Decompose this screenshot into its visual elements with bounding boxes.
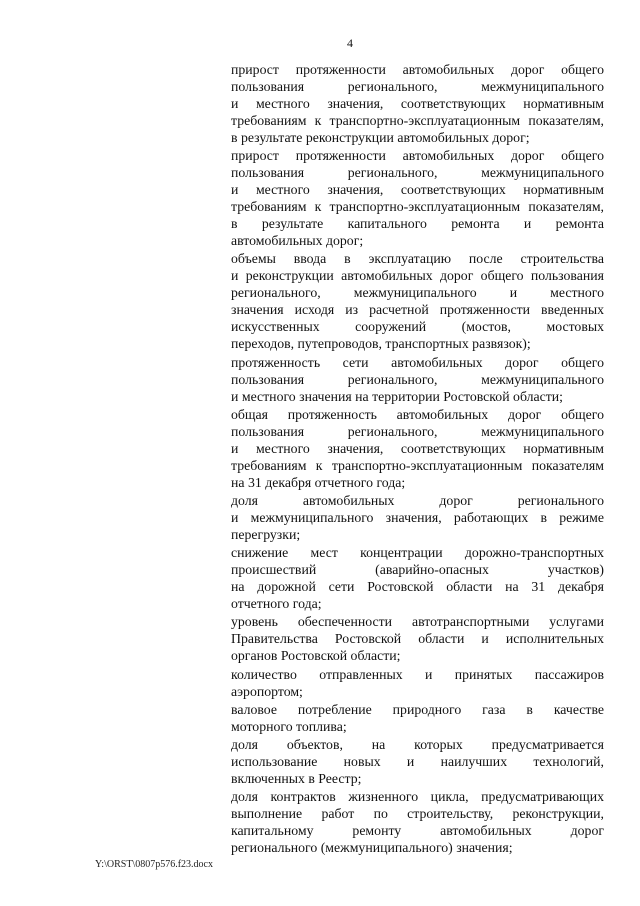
text-line: протяженность сети автомобильных дорог общего (231, 354, 604, 370)
text-line: включенных в Реестр; (231, 770, 362, 786)
paragraph-network-length (231, 354, 604, 405)
text-line: перегрузки; (231, 526, 301, 542)
text-line: и местного значения, соответствующих нормативным (231, 96, 604, 111)
text-line: пользования регионального, межмуниципального (231, 371, 604, 387)
text-line: капитальному ремонту автомобильных дорог (231, 823, 604, 839)
text-line: и реконструкции автомобильных дорог общего пользования (231, 268, 604, 284)
text-line: количество отправленных и принятых пассажиров (231, 666, 604, 682)
paragraph-new-technologies-share (231, 736, 604, 787)
text-line: требованиям к транспортно-эксплуатационным показателям, (231, 199, 604, 215)
text-line: прирост протяженности автомобильных дорог общего (231, 62, 604, 77)
footer-file-path: Y:\ORST\0807p576.f23.docx (95, 859, 213, 870)
text-line: требованиям к транспортно-эксплуатационным показателям (231, 457, 604, 473)
text-line: аэропортом; (231, 683, 303, 699)
text-line: моторного топлива; (231, 718, 347, 734)
paragraph-natural-gas-fuel (231, 701, 604, 735)
text-line: и местного значения, соответствующих нормативным (231, 182, 604, 198)
text-line: пользования регионального, межмуниципального (231, 165, 604, 181)
text-line: прирост протяженности автомобильных дорог общего (231, 148, 604, 164)
paragraph-road-repair-growth (231, 147, 604, 249)
text-line: доля контрактов жизненного цикла, предусматривающих (231, 789, 604, 805)
text-line: общая протяженность автомобильных дорог общего (231, 406, 604, 422)
text-line: отчетного года; (231, 596, 322, 612)
text-line: на 31 декабря отчетного года; (231, 474, 406, 490)
text-line: снижение мест концентрации дорожно-транспортных (231, 545, 604, 561)
paragraph-airport-passengers (231, 666, 604, 700)
paragraph-commissioning-volumes (231, 250, 604, 352)
text-line: уровень обеспеченности автотранспортными услугами (231, 614, 604, 630)
text-line: пользования регионального, межмуниципального (231, 423, 604, 439)
paragraph-road-reconstruction-growth (231, 61, 604, 146)
paragraph-overloaded-roads-share (231, 492, 604, 543)
text-line: регионального, межмуниципального и местного (231, 285, 604, 301)
document-body (231, 61, 604, 857)
text-line: валовое потребление природного газа в качестве (231, 701, 604, 717)
text-line: доля объектов, на которых предусматривается (231, 736, 604, 752)
text-line: требованиям к транспортно-эксплуатационным показателям, (231, 113, 604, 128)
text-line: объемы ввода в эксплуатацию после строительства (231, 251, 604, 267)
text-line: использование новых и наилучших технологий, (231, 753, 604, 769)
text-line: искусственных сооружений (мостов, мостовых (231, 319, 604, 335)
paragraph-total-compliant-length (231, 406, 604, 491)
text-line: автомобильных дорог; (231, 233, 364, 249)
text-line: и местного значения, соответствующих нормативным (231, 440, 604, 456)
text-line: в результате капитального ремонта и ремонта (231, 216, 604, 232)
page-number: 4 (347, 36, 353, 50)
text-line: происшествий (аварийно-опасных участков) (231, 562, 604, 578)
paragraph-accident-spots-reduction (231, 544, 604, 612)
text-line: регионального (межмуниципального) значения; (231, 840, 513, 856)
text-line: и межмуниципального значения, работающих в режиме (231, 509, 604, 525)
text-line: доля автомобильных дорог регионального (231, 492, 604, 508)
text-line: на дорожной сети Ростовской области на 31 декабря (231, 579, 604, 595)
text-line: пользования регионального, межмуниципального (231, 79, 604, 94)
text-line: переходов, путепроводов, транспортных развязок); (231, 336, 531, 352)
text-line: в результате реконструкции автомобильных дорог; (231, 130, 530, 145)
text-line: органов Ростовской области; (231, 648, 401, 664)
text-line: Правительства Ростовской области и исполнительных (231, 631, 604, 647)
text-line: и местного значения на территории Ростовской области; (231, 388, 563, 404)
paragraph-lifecycle-contracts-share (231, 788, 604, 856)
text-line: выполнение работ по строительству, реконструкции, (231, 806, 604, 822)
paragraph-transport-services-level (231, 613, 604, 664)
text-line: значения исходя из расчетной протяженности введенных (231, 302, 604, 318)
